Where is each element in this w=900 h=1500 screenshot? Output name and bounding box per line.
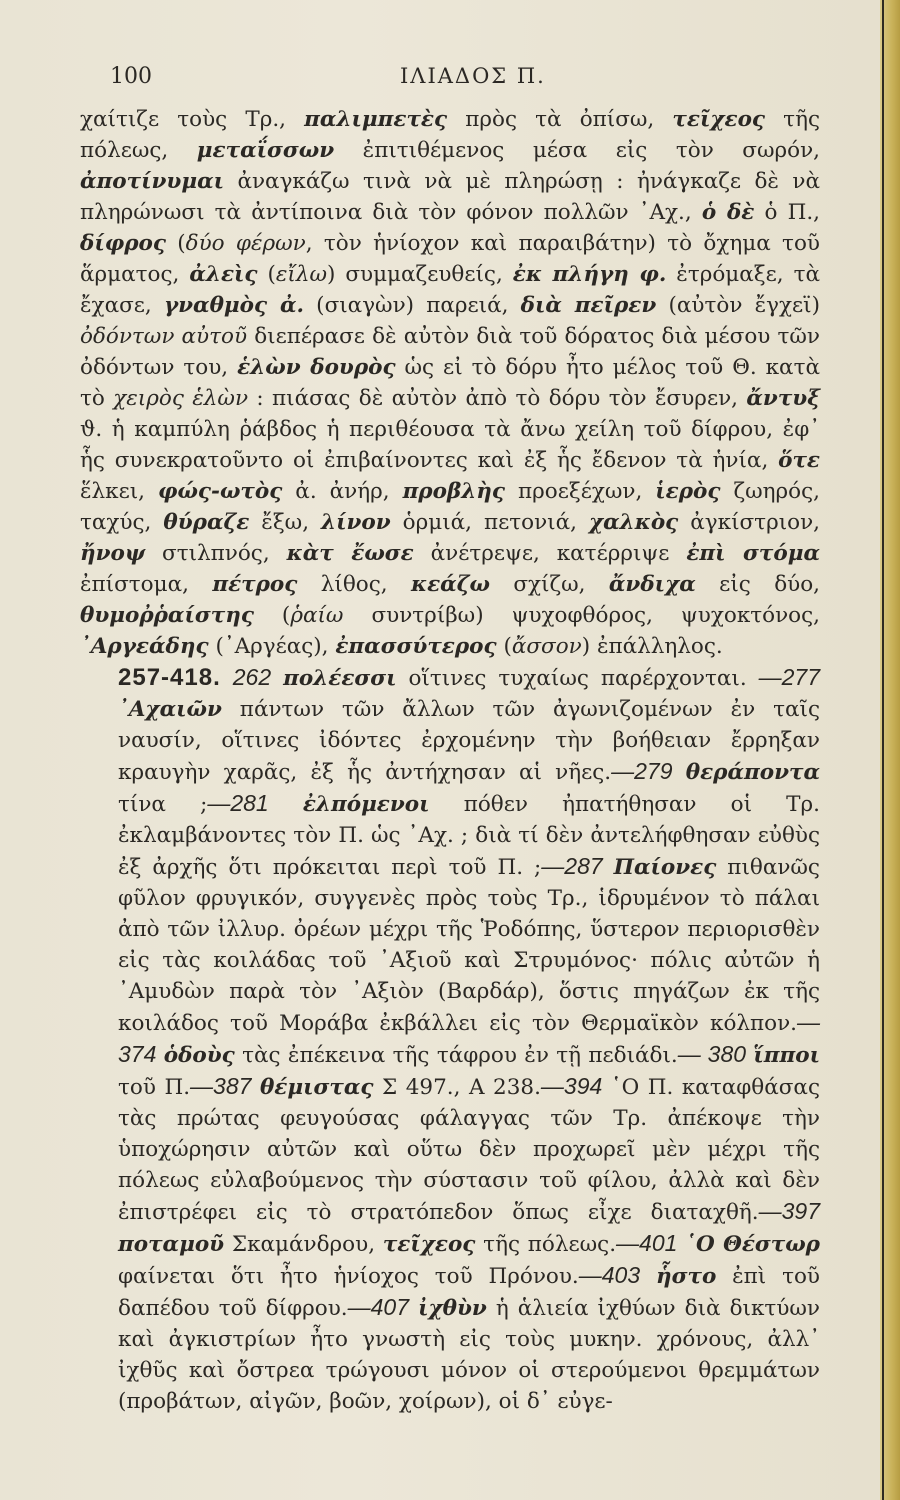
line-number: —277 (758, 664, 821, 690)
lemma: πέτρος (212, 572, 298, 597)
text-run: ἐτρόμαξε, τὰ ἔχασε, (80, 262, 820, 318)
lemma: ἀποτίνυμαι (80, 169, 225, 194)
lemma: κὰτ ἔωσε (286, 541, 414, 566)
text-run: ἐπίστομα, (80, 572, 213, 597)
text-run: οἵτινες τυχαίως παρέρχονται. (396, 666, 759, 691)
text-run: ζωηρός, ταχύς, (80, 479, 821, 535)
text-run: χαίτιζε τοὺς Τρ., (80, 107, 305, 132)
lemma: ἱερὸς (655, 479, 721, 504)
lemma: ἐπασσύτερος (335, 634, 497, 659)
quotation: εἴλω (275, 262, 327, 287)
line-number: —374 (118, 1009, 820, 1067)
lemma: λίνον (321, 510, 391, 535)
line-number: —281 (207, 790, 269, 816)
line-number: —407 (347, 1294, 410, 1320)
quotation: ἄσσον (511, 634, 582, 659)
line-number: 262 (232, 664, 272, 690)
line-number: —394 (540, 1073, 603, 1099)
text-run: πιθανῶς φῦλον φρυγικόν, συγγενὲς πρὸς τοὺς Τρ., ἱδρυμένον τὸ πάλαι ἀπὸ τῶν ἰλλυρ. ὀρέων μέχρι τῆς Ῥοδόπης, ὕστερον περιορισθὲν εἰς τὰς κοιλάδας τοῦ ᾿Αξιοῦ καὶ Στρυμόνος· πόλις αὐτῶν ἡ ᾿Αμυδὼν παρὰ τὸν ᾿Αξιὸν (Βαρδάρ), ὅστις πηγάζων ἐκ τῆς κοιλάδος τοῦ Μοράβα ἐκβάλλει εἰς τὸν Θερμαϊκὸν κόλπον. (118, 855, 820, 1036)
text-run: σχίζω, (489, 572, 609, 597)
text-run: ὁ Π., (754, 200, 820, 225)
lemma: ἤνοψ (80, 541, 146, 566)
quotation: χειρὸς ἑλὼν (113, 386, 249, 411)
line-number: —403 (578, 1262, 641, 1288)
text-run: συντρίβω) ψυχοφθόρος, ψυχοκτόνος, (343, 603, 820, 628)
text-run: ἐπὶ τοῦ δαπέδου τοῦ δίφρου. (118, 1264, 820, 1321)
lemma: φώς-ωτὸς (158, 479, 283, 504)
lemma: ἵπποι (753, 1043, 821, 1068)
text-run: φαίνεται ὅτι ἦτο ἡνίοχος τοῦ Πρόνου. (118, 1264, 579, 1289)
book-edge (880, 0, 900, 1500)
line-number: —279 (611, 758, 673, 784)
text-run: πόθεν ἠπατήθησαν οἱ Τρ. ἐκλαμβάνοντες τὸν Π. ὡς ᾿Αχ. ; διὰ τί δὲν ἀντελήφθησαν εὐθὺς ἐξ ἀρχῆς ὅτι πρόκειται περὶ τοῦ Π. ; (118, 792, 820, 880)
lemma: ἑλὼν δουρὸς (237, 355, 396, 380)
quotation: ῥαίω (290, 603, 344, 628)
lemma: ἐπὶ στόμα (686, 541, 821, 566)
text-run: ) συμμαζευθείς, (327, 262, 513, 287)
text-run: ῾Ο Π. καταφθάσας τὰς πρώτας φευγούσας φάλαγγας τῶν Τρ. ἀπέκοψε τὴν ὑποχώρησιν αὐτῶν καὶ οὕτω δὲν προχωρεῖ μὲν μέχρι τῆς πόλεως εὐλαβούμενος τὴν σύστασιν τοῦ φίλου, ἀλλὰ καὶ δὲν ἐπιστρέφει εἰς τὸ στρατόπεδον ὅπως εἶχε διαταχθῆ. (118, 1075, 820, 1225)
text-run: ϑ. ἡ καμπύλη ῥάβδος ἡ περιθέουσα τὰ ἄνω χείλη τοῦ δίφρου, ἐφ᾿ ἧς συνεκρατοῦντο οἱ ἐπιβαίνοντες καὶ ἐξ ἧς ἔδενον τὰ ἡνία, (80, 417, 820, 473)
lemma: μεταΐσσων (196, 138, 335, 163)
lemma: ἄντυξ (746, 386, 820, 411)
lemma: θύραζε (163, 510, 250, 535)
text-run: ) ἐπάλληλος. (581, 634, 723, 659)
text-run: τῆς πόλεως, (80, 107, 820, 163)
lemma: γναθμὸς ἀ. (163, 293, 304, 318)
line-number: —397 (758, 1198, 820, 1224)
lemma: τεῖχεος (672, 107, 766, 132)
lemma: ἰχθὺν (418, 1296, 487, 1321)
text-run: (σιαγὼν) παρειά, (303, 293, 521, 318)
text-run: ( (165, 231, 186, 256)
line-number: —401 (616, 1230, 678, 1256)
lemma: ὁδοὺς (163, 1043, 235, 1068)
line-number: — 380 (677, 1041, 747, 1067)
lemma: θυμοῤῥαίστης (80, 603, 254, 628)
line-number: —387 (190, 1073, 252, 1099)
running-title: ΙΛΙΑΔΟΣ Π. (400, 64, 546, 88)
text-run: (αὐτὸν ἔγχεϊ) (656, 293, 820, 318)
edge-line (882, 0, 884, 1500)
page-number: 100 (110, 64, 152, 89)
text-run: διεπέρασε δὲ αὐτὸν διὰ τοῦ δόρατος διὰ μέσου τῶν ὀδόντων του, (80, 324, 820, 380)
lemma: διὰ πεῖρεν (520, 293, 657, 318)
text-run: τοῦ Π. (118, 1075, 191, 1100)
lemma: ᾿Αχαιῶν (118, 697, 222, 722)
lemma: παλιμπετὲς (304, 107, 448, 132)
lemma: ὁ δὲ (701, 200, 755, 225)
text-run: ( (253, 603, 291, 628)
lemma: τεῖχεος (382, 1232, 476, 1257)
text-run: εἰς δύο, (695, 572, 820, 597)
lemma: Παίονες (613, 855, 717, 880)
lemma: ᾿Αργεάδης (80, 634, 209, 659)
lemma: θεράποντα (685, 760, 820, 785)
lemma: ἐλπόμενοι (302, 792, 430, 817)
section-range: 257-418. (118, 664, 221, 691)
text-run: ἀγκίστριον, (678, 510, 820, 535)
text-run: ὁρμιά, πετονιά, (390, 510, 589, 535)
text-run: στιλπνός, (145, 541, 287, 566)
lemma: πολέεσσι (283, 666, 397, 691)
text-run: , τὸν ἡνίοχον καὶ παραιβάτην) τὸ ὄχημα τοῦ ἅρματος, (80, 231, 820, 287)
lemma: δίφρος (80, 231, 166, 256)
lemma: ῾Ο Θέστωρ (685, 1232, 820, 1257)
text-run: λίθος, (297, 572, 411, 597)
text-run: ἡ ἁλιεία ἰχθύων διὰ δικτύων καὶ ἀγκιστρίων ἦτο γνωστὴ εἰς τοὺς μυκην. χρόνους, ἀλλ᾿ ἰχθῦς καὶ ὄστρεα τρώγουσι μόνον οἱ στερούμενοι θρεμμάτων (προβάτων, αἰγῶν, βοῶν, χοίρων), οἱ δ᾿ εὐγε- (118, 1296, 820, 1414)
lemma: χαλκὸς (588, 510, 679, 535)
lemma: ἧστο (656, 1264, 717, 1289)
text-run: πρὸς τὰ ὀπίσω, (447, 107, 673, 132)
quotation: δύο φέρων (185, 231, 306, 256)
paragraph (80, 104, 820, 662)
lemma: κεάζω (410, 572, 490, 597)
text-run: ἕλκει, (80, 479, 158, 504)
text-run: ὡς εἰ τὸ δόρυ ἦτο μέλος τοῦ Θ. κατὰ τὸ (80, 355, 820, 411)
text-run: προεξέχων, (505, 479, 656, 504)
text-run: ἔξω, (249, 510, 322, 535)
line-number: —287 (541, 853, 603, 879)
text-run: τὰς ἐπέκεινα τῆς τάφρου ἐν τῇ πεδιάδι. (234, 1043, 678, 1068)
commentary-text (80, 104, 820, 1417)
lemma: ποταμοῦ (118, 1232, 225, 1257)
text-run: ἀνέτρεψε, κατέρριψε (413, 541, 687, 566)
text-run: ( (496, 634, 512, 659)
text-run: ἐπιτιθέμενος μέσα εἰς τὸν σωρόν, (334, 138, 820, 163)
lemma: θέμιστας (259, 1075, 374, 1100)
lemma: ἐκ πλήγη φ. (512, 262, 667, 287)
quotation: ὀδόντων αὐτοῦ (80, 324, 248, 349)
text-run: τίνα ; (118, 792, 208, 817)
lemma: ἄνδιχα (608, 572, 696, 597)
text-run: : πιάσας δὲ αὐτὸν ἀπὸ τὸ δόρυ τὸν ἔσυρεν, (248, 386, 747, 411)
page-header (110, 64, 810, 98)
text-run: ( (257, 262, 276, 287)
text-run: τῆς πόλεως. (475, 1232, 617, 1257)
text-run: (᾿Αργέας), (208, 634, 336, 659)
lemma: προβλὴς (402, 479, 506, 504)
lemma: ὅτε (778, 448, 820, 473)
text-run: ἀναγκάζω τινὰ νὰ μὲ πληρώσῃ : ἠνάγκαζε δὲ νὰ πληρώνωσι τὰ ἀντίποινα διὰ τὸν φόνον πολλῶν ᾿Αχ., (80, 169, 820, 225)
text-run: ἀ. ἀνήρ, (282, 479, 403, 504)
paragraph (80, 662, 820, 1417)
lemma: ἀλεὶς (189, 262, 258, 287)
text-run: Σκαμάνδρου, (224, 1232, 383, 1257)
text-run: Σ 497., Α 238. (373, 1075, 541, 1100)
text-run: πάντων τῶν ἄλλων τῶν ἀγωνιζομένων ἐν ταῖς ναυσίν, οἵτινες ἰδόντες ἐρχομένην τὴν βοήθειαν ἔρρηξαν κραυγὴν χαρᾶς, ἐξ ἧς ἀντήχησαν αἱ νῆες. (118, 697, 820, 785)
